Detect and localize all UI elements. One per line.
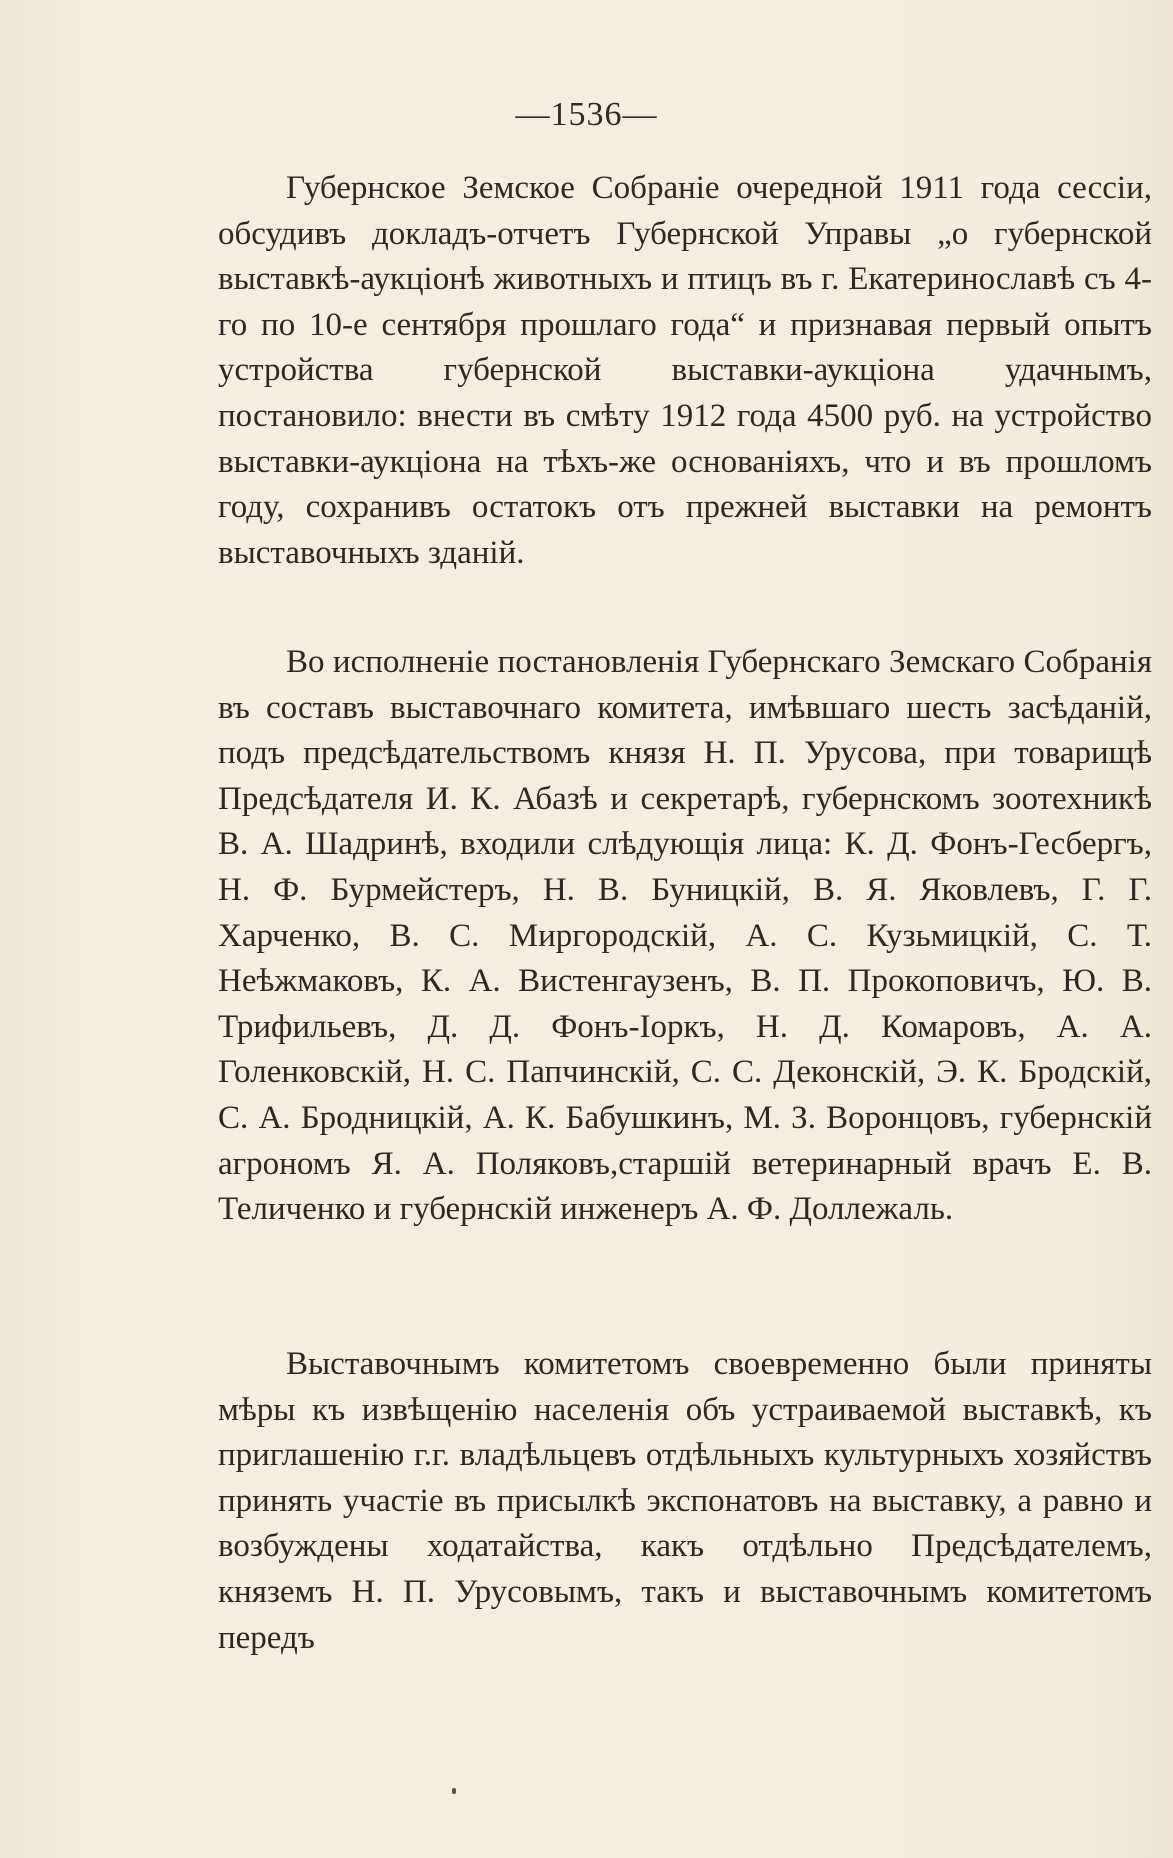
page-number: —1536— <box>515 96 658 133</box>
paragraph-text: Во исполненіе постановленія Губернскаго Земскаго Собранія въ составъ выставочнаго комитета, имѣвшаго шесть засѣданій, подъ предсѣдательствомъ князя Н. П. Урусова, при товарищѣ Предсѣдателя И. К. Абазѣ и секретарѣ, губернскомъ зоотехникѣ В. А. Шадринѣ, входили слѣдующія лица: К. Д. Фонъ-Гесбергъ, Н. Ф. Бурмейстеръ, Н. В. Буницкій, В. Я. Яковлевъ, Г. Г. Харченко, В. С. Миргородскій, А. С. Кузьмицкій, С. Т. Неѣжмаковъ, К. А. Вистенгаузенъ, В. П. Прокоповичъ, Ю. В. Трифильевъ, Д. Д. Фонъ-Іоркъ, Н. Д. Комаровъ, А. А. Голенковскій, Н. С. Папчинскій, С. С. Деконскій, Э. К. Бродскій, С. А. Бродницкій, А. К. Бабушкинъ, М. З. Воронцовъ, губернскій агрономъ Я. А. Поляковъ,старшій ветеринарный врачъ Е. В. Теличенко и губернскій инженеръ А. Ф. Доллежаль. <box>218 644 1152 1228</box>
paragraph-text: Выставочнымъ комитетомъ своевременно были приняты мѣры къ извѣщенію населенія объ устраиваемой выставкѣ, къ приглашенію г.г. владѣльцевъ отдѣльныхъ культурныхъ хозяйствъ принять участіе въ присылкѣ экспонатовъ на выставку, а равно и возбуждены ходатайства, какъ отдѣльно Предсѣдателемъ, княземъ Н. П. Урусовымъ, такъ и выставочнымъ комитетомъ передъ <box>218 1346 1152 1656</box>
paragraph-committee-members <box>218 640 1152 1233</box>
print-speck <box>452 1788 456 1794</box>
paragraph-text: Губернское Земское Собраніе очередной 1911 года сессіи, обсудивъ докладъ-отчетъ Губернской Управы „о губернской выставкѣ-аукціонѣ животныхъ и птицъ въ г. Екатеринославѣ съ 4-го по 10-е сентября прошлаго года“ и признавая первый опытъ устройства губернской выставки-аукціона удачнымъ, постановило: внести въ смѣту 1912 года 4500 руб. на устройство выставки-аукціона на тѣхъ-же основаніяхъ, что и въ прошломъ году, сохранивъ остатокъ отъ прежней выставки на ремонтъ выставочныхъ зданій. <box>218 170 1152 571</box>
paragraph-assembly-resolution <box>218 166 1152 576</box>
paragraph-committee-actions <box>218 1342 1152 1661</box>
